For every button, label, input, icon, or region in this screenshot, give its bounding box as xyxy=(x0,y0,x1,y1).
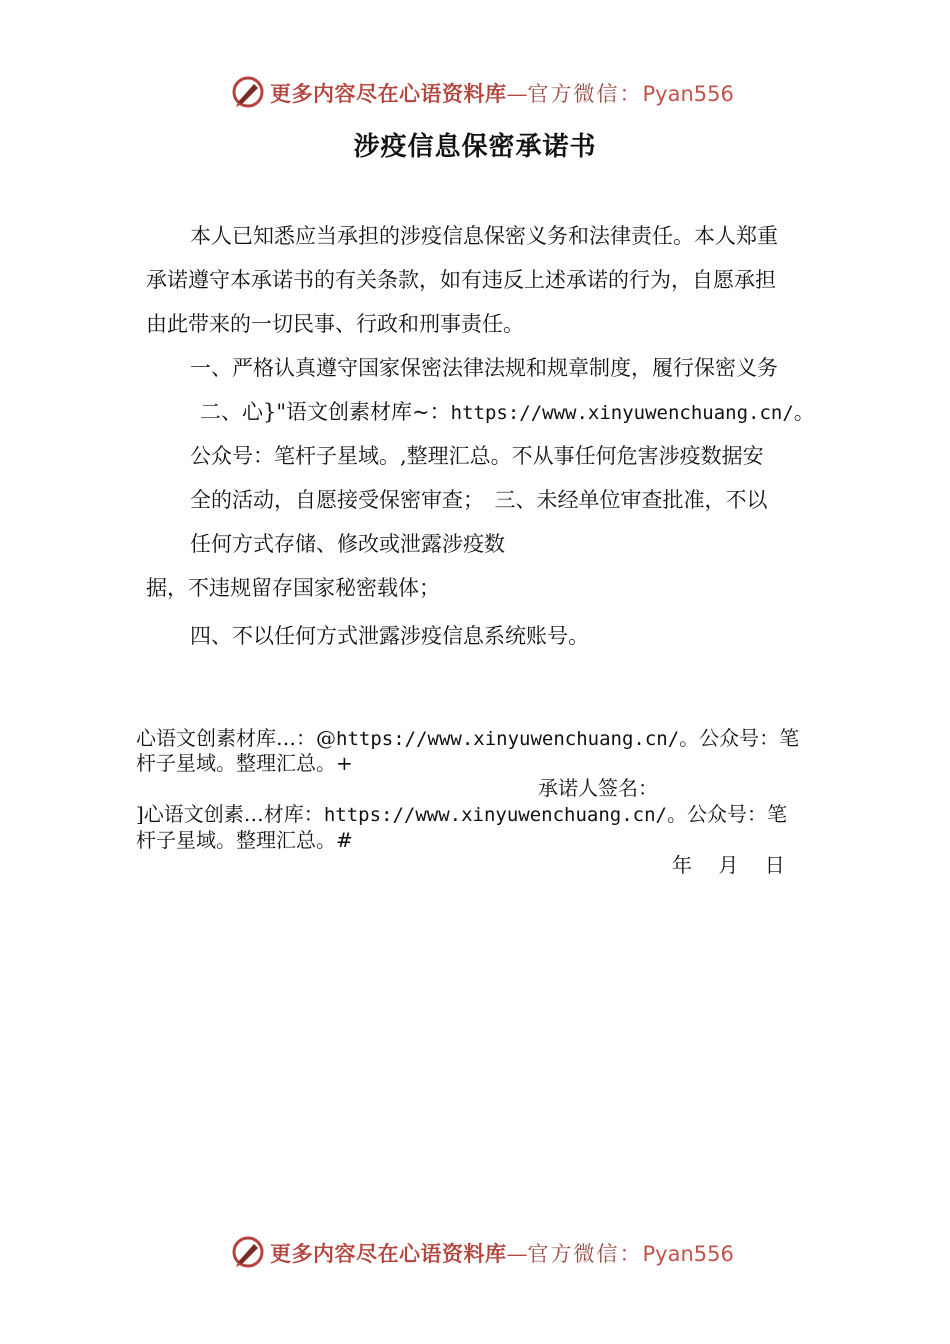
banner-handle: Pyan556 xyxy=(642,1242,734,1266)
body-line-6: 公众号：笔杆子星域。,整理汇总。不从事任何危害涉疫数据安 xyxy=(190,444,764,468)
signature-label: 承诺人签名： xyxy=(538,776,658,800)
clause-2-suffix: 。 xyxy=(793,400,815,424)
footer-line-4: 杆子星域。整理汇总。# xyxy=(136,828,353,852)
footer-line-2: 杆子星域。整理汇总。+ xyxy=(136,751,353,775)
footer-line-1 xyxy=(136,728,799,749)
banner-text xyxy=(270,1238,734,1268)
footer-3-prefix: ]心语文创素…材库： xyxy=(136,802,324,826)
body-line-3: 由此带来的一切民事、行政和刑事责任。 xyxy=(146,312,524,336)
body-line-9: 据，不违规留存国家秘密载体； xyxy=(146,576,440,600)
body-line-2: 承诺遵守本承诺书的有关条款，如有违反上述承诺的行为，自愿承担 xyxy=(146,268,776,292)
pen-logo-icon xyxy=(230,74,266,110)
banner-dash: — xyxy=(506,1242,528,1266)
banner-official: 官方微信： xyxy=(527,82,643,106)
clause-4: 四、不以任何方式泄露涉疫信息系统账号。 xyxy=(190,624,589,648)
footer-banner xyxy=(0,1232,950,1272)
banner-handle: Pyan556 xyxy=(642,82,734,106)
header-banner xyxy=(0,72,950,112)
clause-2-url: https://www.xinyuwenchuang.cn/ xyxy=(450,402,794,424)
footer-1-suffix: 。公众号：笔 xyxy=(679,726,800,750)
banner-lead: 更多内容尽在心语资料库 xyxy=(270,1241,507,1266)
clause-2-prefix: 二、心}"语文创素材库~： xyxy=(200,400,451,424)
body-line-7: 全的活动，自愿接受保密审查； 三、未经单位审查批准，不以 xyxy=(190,488,768,512)
clause-1: 一、严格认真遵守国家保密法律法规和规章制度，履行保密义务 xyxy=(190,356,778,380)
banner-dash: — xyxy=(506,82,528,106)
date-line: 年 月 日 xyxy=(672,853,785,877)
footer-3-suffix: 。公众号：笔 xyxy=(666,802,787,826)
body-line-1: 本人已知悉应当承担的涉疫信息保密义务和法律责任。本人郑重 xyxy=(190,224,778,248)
footer-3-url: https://www.xinyuwenchuang.cn/ xyxy=(323,804,667,826)
banner-text xyxy=(270,78,734,108)
banner-lead: 更多内容尽在心语资料库 xyxy=(270,81,507,106)
banner-official: 官方微信： xyxy=(527,1242,643,1266)
footer-1-url: https://www.xinyuwenchuang.cn/ xyxy=(336,728,680,750)
document-title: 涉疫信息保密承诺书 xyxy=(353,132,597,162)
footer-line-3 xyxy=(136,804,787,825)
clause-2-line xyxy=(200,402,815,423)
body-line-8: 任何方式存储、修改或泄露涉疫数 xyxy=(190,532,505,556)
footer-1-prefix: 心语文创素材库…：@ xyxy=(136,726,336,750)
pen-logo-icon xyxy=(230,1234,266,1270)
